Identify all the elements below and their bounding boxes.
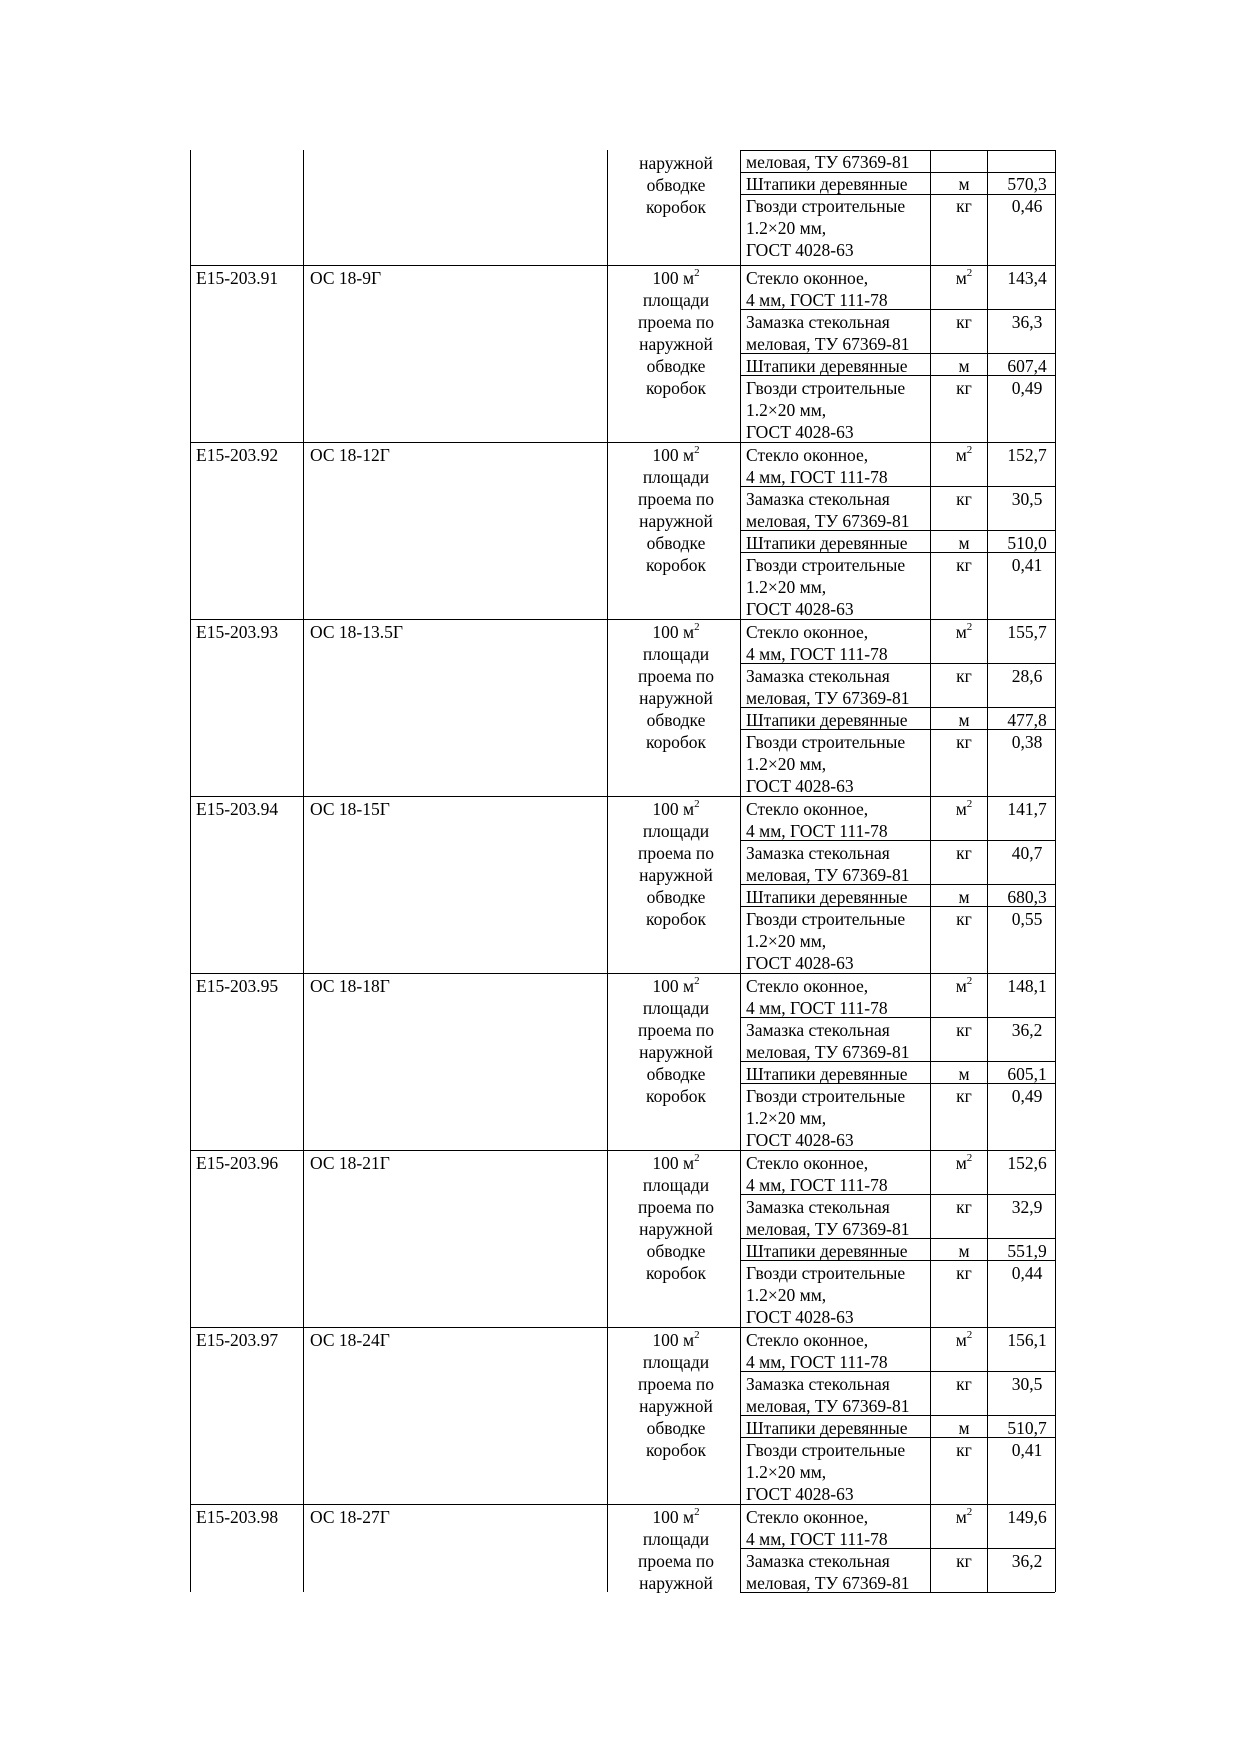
material-divider (740, 1548, 1055, 1549)
row-unit-text: 100 $м^2$ площади проема по наружной (637, 1506, 715, 1593)
material-unit: $м^2$ (955, 1329, 973, 1350)
row-name: ОС 18-15Г (310, 799, 390, 819)
material-name: Гвозди строительные 1.2×20 мм, ГОСТ 4028-63 (746, 1263, 906, 1327)
table-bottom-border (740, 1592, 1055, 1593)
material-unit: $м^2$ (955, 798, 973, 819)
material-divider (740, 1437, 1055, 1438)
material-name: Стекло оконное, 4 мм, ГОСТ 111-78 (746, 799, 888, 841)
material-divider (740, 1061, 1055, 1062)
unit-superscript: 2 (694, 798, 700, 811)
material-qty: 28,6 (1011, 666, 1043, 686)
row-unit-text: 100 $м^2$ площади проема по наружной обводке коробок (637, 1329, 715, 1460)
material-divider (740, 375, 1055, 376)
row-name: ОС 18-21Г (310, 1153, 390, 1173)
unit-superscript: 2 (694, 1152, 700, 1165)
material-qty: 510,7 (1007, 1418, 1047, 1438)
material-name: Замазка стекольная меловая, ТУ 67369-81 (746, 1197, 910, 1239)
row-code: Е15-203.98 (196, 1507, 279, 1527)
material-name: Замазка стекольная меловая, ТУ 67369-81 (746, 489, 910, 531)
row-name: ОС 18-12Г (310, 445, 390, 465)
unit-superscript: 2 (694, 1506, 700, 1519)
material-qty: 32,9 (1011, 1197, 1043, 1217)
material-unit: м (958, 356, 970, 376)
material-qty: 156,1 (1007, 1330, 1047, 1350)
material-qty: 0,49 (1011, 378, 1043, 398)
row-top-border (190, 1150, 1055, 1151)
unit-superscript: 2 (694, 621, 700, 634)
material-unit: $м^2$ (955, 267, 973, 288)
material-divider (740, 1371, 1055, 1372)
row-name: ОС 18-27Г (310, 1507, 390, 1527)
material-qty: 477,8 (1007, 710, 1047, 730)
material-qty: 152,6 (1007, 1153, 1047, 1173)
material-qty: 0,41 (1011, 1440, 1043, 1460)
material-name: Стекло оконное, 4 мм, ГОСТ 111-78 (746, 1507, 888, 1549)
row-name: ОС 18-9Г (310, 268, 382, 288)
material-qty: 36,2 (1011, 1020, 1043, 1040)
material-qty: 607,4 (1007, 356, 1047, 376)
unit-superscript: 2 (966, 1329, 973, 1342)
unit-superscript: 2 (966, 1506, 973, 1519)
unit-superscript: 2 (966, 621, 973, 634)
fragment-material-unit: м (958, 174, 970, 194)
row-code: Е15-203.97 (196, 1330, 279, 1350)
row-top-border (190, 265, 1055, 266)
row-name: ОС 18-18Г (310, 976, 390, 996)
material-qty: 30,5 (1011, 489, 1043, 509)
material-qty: 0,44 (1011, 1263, 1043, 1283)
material-name: Штапики деревянные (746, 1241, 908, 1261)
fragment-material-name: Штапики деревянные (746, 174, 908, 194)
material-qty: 149,6 (1007, 1507, 1047, 1527)
unit-superscript: 2 (966, 975, 973, 988)
material-qty: 680,3 (1007, 887, 1047, 907)
material-unit: кг (956, 312, 972, 332)
material-divider (740, 1017, 1055, 1018)
fragment-material-unit: кг (956, 196, 972, 216)
material-divider (740, 906, 1055, 907)
material-qty: 141,7 (1007, 799, 1047, 819)
unit-superscript: 2 (694, 267, 700, 280)
material-qty: 0,41 (1011, 555, 1043, 575)
row-unit-text: 100 $м^2$ площади проема по наружной обводке коробок (637, 1152, 715, 1283)
material-name: Штапики деревянные (746, 1064, 908, 1084)
material-divider (740, 530, 1055, 531)
fragment-material-qty: 570,3 (1007, 174, 1047, 194)
material-unit: кг (956, 1551, 972, 1571)
material-qty: 40,7 (1011, 843, 1043, 863)
row-code: Е15-203.94 (196, 799, 279, 819)
row-unit-text: 100 $м^2$ площади проема по наружной обводке коробок (637, 621, 715, 752)
material-divider (740, 1083, 1055, 1084)
unit-superscript: 2 (966, 798, 973, 811)
row-top-border (190, 442, 1055, 443)
material-qty: 0,49 (1011, 1086, 1043, 1106)
row-top-border (190, 973, 1055, 974)
material-divider (740, 707, 1055, 708)
material-divider (740, 729, 1055, 730)
row-top-border (190, 619, 1055, 620)
material-unit: кг (956, 378, 972, 398)
material-name: Стекло оконное, 4 мм, ГОСТ 111-78 (746, 976, 888, 1018)
material-qty: 30,5 (1011, 1374, 1043, 1394)
unit-superscript: 2 (966, 1152, 973, 1165)
material-name: Стекло оконное, 4 мм, ГОСТ 111-78 (746, 268, 888, 310)
row-code: Е15-203.95 (196, 976, 279, 996)
material-unit: кг (956, 1197, 972, 1217)
material-name: Штапики деревянные (746, 710, 908, 730)
material-unit: м (958, 710, 970, 730)
unit-superscript: 2 (966, 444, 973, 457)
row-top-border (190, 796, 1055, 797)
material-name: Замазка стекольная меловая, ТУ 67369-81 (746, 1020, 910, 1062)
material-name: Замазка стекольная меловая, ТУ 67369-81 (746, 1374, 910, 1416)
material-unit: кг (956, 666, 972, 686)
col-border-material-left (740, 150, 741, 1592)
row-unit-text: 100 $м^2$ площади проема по наружной обводке коробок (637, 444, 715, 575)
material-divider (740, 663, 1055, 664)
unit-superscript: 2 (694, 1329, 700, 1342)
material-unit: м (958, 1064, 970, 1084)
material-divider (740, 1238, 1055, 1239)
material-name: Замазка стекольная меловая, ТУ 67369-81 (746, 312, 910, 354)
material-qty: 551,9 (1007, 1241, 1047, 1261)
fragment-material-name: меловая, ТУ 67369-81 (746, 152, 910, 172)
material-divider (740, 1194, 1055, 1195)
material-qty: 0,38 (1011, 732, 1043, 752)
material-unit: кг (956, 732, 972, 752)
material-unit: м (958, 1241, 970, 1261)
row-code: Е15-203.91 (196, 268, 279, 288)
material-name: Гвозди строительные 1.2×20 мм, ГОСТ 4028-63 (746, 1086, 906, 1150)
material-unit: кг (956, 489, 972, 509)
unit-superscript: 2 (694, 975, 700, 988)
material-qty: 148,1 (1007, 976, 1047, 996)
material-name: Гвозди строительные 1.2×20 мм, ГОСТ 4028-63 (746, 1440, 906, 1504)
material-divider (740, 1260, 1055, 1261)
material-qty: 143,4 (1007, 268, 1047, 288)
material-name: Штапики деревянные (746, 533, 908, 553)
material-name: Штапики деревянные (746, 356, 908, 376)
material-name: Гвозди строительные 1.2×20 мм, ГОСТ 4028-63 (746, 909, 906, 973)
material-unit: кг (956, 1020, 972, 1040)
fragment-unit-text: наружной обводке коробок (639, 153, 713, 217)
material-unit: кг (956, 1440, 972, 1460)
unit-superscript: 2 (694, 444, 700, 457)
material-divider (740, 309, 1055, 310)
material-unit: кг (956, 909, 972, 929)
fragment-material-name: Гвозди строительные 1.2×20 мм, ГОСТ 4028-63 (746, 196, 906, 260)
row-code: Е15-203.92 (196, 445, 279, 465)
material-name: Стекло оконное, 4 мм, ГОСТ 111-78 (746, 1330, 888, 1372)
material-name: Замазка стекольная меловая, ТУ 67369-81 (746, 843, 910, 885)
material-qty: 36,3 (1011, 312, 1043, 332)
material-unit: м (958, 533, 970, 553)
fragment-material-qty: 0,46 (1011, 196, 1043, 216)
col-border-unit-left (607, 150, 608, 1592)
row-top-border (190, 1327, 1055, 1328)
unit-superscript: 2 (966, 267, 973, 280)
material-unit: м (958, 887, 970, 907)
row-unit-text: 100 $м^2$ площади проема по наружной обводке коробок (637, 798, 715, 929)
material-divider (740, 486, 1055, 487)
material-name: Штапики деревянные (746, 1418, 908, 1438)
material-name: Гвозди строительные 1.2×20 мм, ГОСТ 4028-63 (746, 555, 906, 619)
row-unit-text: 100 $м^2$ площади проема по наружной обводке коробок (637, 975, 715, 1106)
row-code: Е15-203.96 (196, 1153, 279, 1173)
row-name: ОС 18-13.5Г (310, 622, 403, 642)
material-unit: кг (956, 843, 972, 863)
material-qty: 155,7 (1007, 622, 1047, 642)
material-unit: кг (956, 1086, 972, 1106)
material-qty: 36,2 (1011, 1551, 1043, 1571)
material-unit: $м^2$ (955, 444, 973, 465)
row-top-border (190, 1504, 1055, 1505)
material-name: Гвозди строительные 1.2×20 мм, ГОСТ 4028-63 (746, 732, 906, 796)
material-unit: кг (956, 555, 972, 575)
material-name: Штапики деревянные (746, 887, 908, 907)
material-unit: $м^2$ (955, 1152, 973, 1173)
material-divider (740, 1415, 1055, 1416)
material-divider (740, 840, 1055, 841)
material-unit: кг (956, 1374, 972, 1394)
material-name: Стекло оконное, 4 мм, ГОСТ 111-78 (746, 622, 888, 664)
row-name: ОС 18-24Г (310, 1330, 390, 1350)
material-unit: кг (956, 1263, 972, 1283)
material-divider (740, 353, 1055, 354)
material-qty: 605,1 (1007, 1064, 1047, 1084)
col-border-name-left (303, 150, 304, 1592)
material-unit: $м^2$ (955, 975, 973, 996)
col-border-code-left (190, 150, 191, 1592)
material-qty: 510,0 (1007, 533, 1047, 553)
material-qty: 0,55 (1011, 909, 1043, 929)
material-divider (740, 884, 1055, 885)
material-unit: $м^2$ (955, 1506, 973, 1527)
material-name: Стекло оконное, 4 мм, ГОСТ 111-78 (746, 445, 888, 487)
material-name: Замазка стекольная меловая, ТУ 67369-81 (746, 666, 910, 708)
material-name: Стекло оконное, 4 мм, ГОСТ 111-78 (746, 1153, 888, 1195)
material-divider (740, 552, 1055, 553)
material-qty: 152,7 (1007, 445, 1047, 465)
row-unit-text: 100 $м^2$ площади проема по наружной обводке коробок (637, 267, 715, 398)
material-unit: $м^2$ (955, 621, 973, 642)
row-code: Е15-203.93 (196, 622, 279, 642)
material-unit: м (958, 1418, 970, 1438)
material-name: Замазка стекольная меловая, ТУ 67369-81 (746, 1551, 910, 1593)
material-name: Гвозди строительные 1.2×20 мм, ГОСТ 4028-63 (746, 378, 906, 442)
